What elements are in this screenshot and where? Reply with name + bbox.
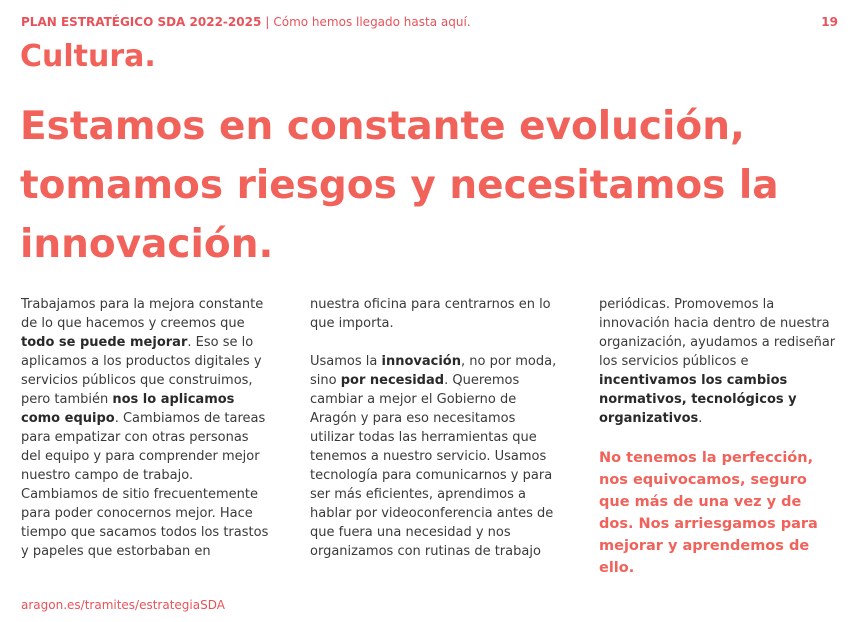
paragraph [310, 352, 560, 561]
footer-link[interactable]: aragon.es/tramites/estrategiaSDA [21, 598, 225, 612]
bold-text: por necesidad [340, 373, 445, 388]
bold-text: todo se puede mejorar [21, 335, 188, 350]
header-separator: | [265, 15, 270, 29]
text-run: Usamos la [310, 354, 382, 369]
text-run: . Queremos cambiar a mejor el Gobierno de Aragón y para eso necesitamos utilizar todas las herramientas que tenemos a nuestro servicio. Usamos tecnología para comunicarnos y para ser más eficientes, aprendimos a hablar por videoconferencia antes de que fuera una necesidad y nos organizamos con rutinas de trabajo [310, 373, 554, 559]
text-run: periódicas. Promovemos la innovación hacia dentro de nuestra organización, ayudamos a rediseñar los servicios públicos e [599, 297, 836, 369]
section-path: Cómo hemos llegado hasta aquí. [273, 15, 471, 29]
document-title: PLAN ESTRATÉGICO SDA 2022-2025 [21, 15, 262, 29]
text-column-2 [310, 295, 560, 561]
paragraph [21, 295, 271, 561]
text-run: Trabajamos para la mejora constante de lo que hacemos y creemos que [21, 297, 264, 331]
section-title: Cultura. [20, 39, 156, 74]
bold-text: incentivamos los cambios normativos, tecnológicos y organizativos [599, 373, 797, 426]
page-number: 19 [821, 15, 838, 29]
text-run: , no por moda, sino [310, 354, 557, 388]
text-column-3 [599, 295, 837, 579]
paragraph: nuestra oficina para centrarnos en lo que importa. [310, 297, 551, 331]
headline: Estamos en constante evolución, tomamos riesgos y necesitamos la innovación. [20, 104, 779, 267]
text-run: . Eso se lo aplicamos a los productos digitales y servicios públicos que construimos, pero también [21, 335, 262, 407]
paragraph [599, 295, 837, 428]
bold-text: nos lo aplicamos como equipo [21, 392, 235, 426]
callout-quote: No tenemos la perfección, nos equivocamos, seguro que más de una vez y de dos. Nos arriesgamos para mejorar y aprendemos de ello. [599, 450, 818, 576]
running-header [21, 14, 471, 30]
bold-text: innovación [381, 354, 461, 369]
text-run: . [698, 411, 703, 426]
text-run: . Cambiamos de tareas para empatizar con otras personas del equipo y para comprender mejor nuestro campo de trabajo. Cambiamos de sitio frecuentemente para poder conocernos mejor. Hace tiempo que sacamos todos los trastos y papeles que estorbaban en [21, 411, 269, 559]
text-column-1 [21, 295, 271, 561]
